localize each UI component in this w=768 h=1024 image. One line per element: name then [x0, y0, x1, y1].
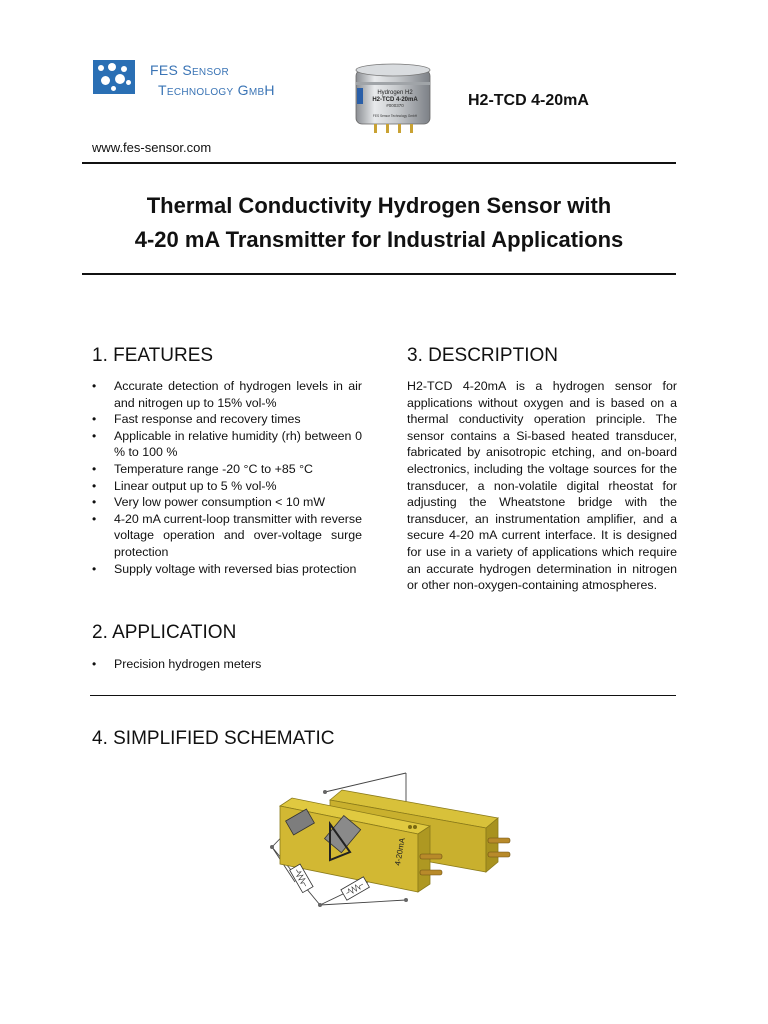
sensor-label-4: FES Sensor Technology GmbH	[372, 114, 418, 118]
application-heading: 2. APPLICATION	[92, 622, 237, 643]
page-title-line1: Thermal Conductivity Hydrogen Sensor with	[146, 193, 612, 218]
list-item: • Supply voltage with reversed bias protection	[92, 561, 362, 578]
schematic-diagram	[260, 760, 520, 930]
section-divider	[90, 695, 676, 696]
list-item: • 4-20 mA current-loop transmitter with reverse voltage operation and over-voltage surge protection	[92, 511, 362, 561]
features-heading: 1. FEATURES	[92, 345, 214, 366]
list-item: • Temperature range -20 °C to +85 °C	[92, 461, 362, 478]
company-name-line2: Technology GmbH	[158, 82, 275, 98]
header-divider	[82, 162, 676, 164]
sensor-label-3: #000370	[386, 103, 404, 108]
list-item: • Fast response and recovery times	[92, 411, 362, 428]
company-logo-icon	[93, 60, 135, 94]
description-text: H2-TCD 4-20mA is a hydrogen sensor for applications without oxygen and is based on a thermal conductivity operation principle. The sensor contains a Si-based heated transducer, fabricated by anisotropic etching, and on-board electronics, including the voltage sources for the transducer, a non-volatile digital rheostat for adjusting the Wheatstone bridge with the transducer, an instrumentation amplifier, and a secure 4-20 mA current interface. It is designed for use in a variety of applications which require an accurate hydrogen determination in nitrogen or other non-oxygen-containing atmospheres.	[407, 379, 677, 593]
sensor-label-1: Hydrogen H2	[377, 90, 413, 96]
list-item: • Precision hydrogen meters	[92, 656, 362, 673]
list-item: • Linear output up to 5 % vol-%	[92, 478, 362, 495]
schematic-heading: 4. SIMPLIFIED SCHEMATIC	[92, 728, 335, 749]
description-heading: 3. DESCRIPTION	[407, 345, 558, 366]
sensor-label-2: H2-TCD 4-20mA	[372, 97, 418, 103]
list-item: • Accurate detection of hydrogen levels in air and nitrogen up to 15% vol-%	[92, 378, 362, 411]
application-list	[92, 656, 362, 673]
company-name	[150, 60, 275, 100]
page-title-line2: 4-20 mA Transmitter for Industrial Applications	[134, 227, 624, 252]
company-name-line1: FES Sensor	[150, 62, 230, 78]
sensor-product-image	[352, 60, 434, 138]
list-item: • Applicable in relative humidity (rh) between 0 % to 100 %	[92, 428, 362, 461]
product-code: H2-TCD 4-20mA	[468, 92, 589, 109]
features-list	[92, 378, 362, 577]
website-link[interactable]: www.fes-sensor.com	[92, 140, 212, 155]
board-label: 4-20mA	[393, 837, 407, 867]
page-title	[82, 189, 676, 257]
title-divider	[82, 273, 676, 275]
list-item: • Very low power consumption < 10 mW	[92, 494, 362, 511]
